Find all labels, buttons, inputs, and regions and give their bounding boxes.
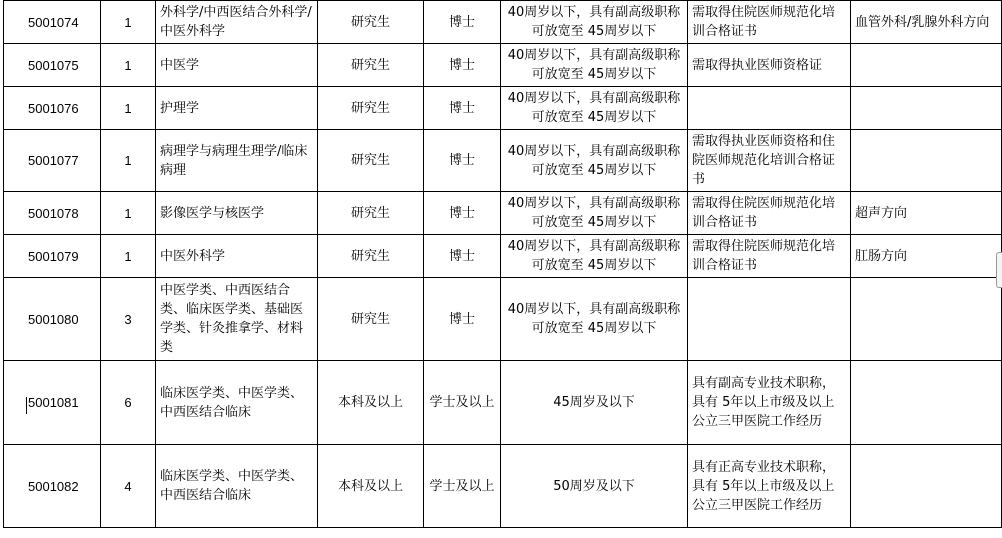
degree: 博士 xyxy=(424,1,501,44)
note xyxy=(851,44,1002,87)
other-requirement: 需取得执业医师资格证 xyxy=(688,44,851,87)
major: 中医学 xyxy=(156,44,318,87)
major: 临床医学类、中医学类、中西医结合临床 xyxy=(156,445,318,528)
note xyxy=(851,361,1002,445)
degree: 学士及以上 xyxy=(424,445,501,528)
age-requirement: 40周岁以下，具有副高级职称可放宽至 45周岁以下 xyxy=(501,44,688,87)
other-requirement: 具有副高专业技术职称，具有 5年以上市级及以上公立三甲医院工作经历 xyxy=(688,361,851,445)
headcount: 3 xyxy=(101,278,156,361)
position-code[interactable]: 5001081 xyxy=(4,361,101,445)
position-code: 5001076 xyxy=(4,87,101,130)
headcount: 1 xyxy=(101,130,156,192)
major: 影像医学与核医学 xyxy=(156,192,318,235)
headcount: 1 xyxy=(101,44,156,87)
position-code: 5001078 xyxy=(4,192,101,235)
table-row xyxy=(4,278,1002,361)
table-row xyxy=(4,130,1002,192)
note: 血管外科/乳腺外科方向 xyxy=(851,1,1002,44)
position-code: 5001079 xyxy=(4,235,101,278)
note xyxy=(851,87,1002,130)
table-row xyxy=(4,235,1002,278)
headcount: 1 xyxy=(101,1,156,44)
major: 中医学类、中西医结合类、临床医学类、基础医学类、针灸推拿学、材料类 xyxy=(156,278,318,361)
degree: 博士 xyxy=(424,235,501,278)
age-requirement: 40周岁以下，具有副高级职称可放宽至 45周岁以下 xyxy=(501,235,688,278)
other-requirement: 需取得住院医师规范化培训合格证书 xyxy=(688,1,851,44)
headcount: 4 xyxy=(101,445,156,528)
other-requirement: 具有正高专业技术职称，具有 5年以上市级及以上公立三甲医院工作经历 xyxy=(688,445,851,528)
headcount: 1 xyxy=(101,87,156,130)
side-scroll-handle[interactable] xyxy=(996,252,1002,288)
table-row xyxy=(4,192,1002,235)
headcount: 1 xyxy=(101,235,156,278)
degree: 博士 xyxy=(424,278,501,361)
degree: 博士 xyxy=(424,192,501,235)
education: 本科及以上 xyxy=(318,361,424,445)
education: 研究生 xyxy=(318,44,424,87)
education: 研究生 xyxy=(318,87,424,130)
age-requirement: 50周岁及以下 xyxy=(501,445,688,528)
table-row xyxy=(4,1,1002,44)
degree: 学士及以上 xyxy=(424,361,501,445)
major: 病理学与病理生理学/临床病理 xyxy=(156,130,318,192)
recruitment-table xyxy=(3,0,1002,528)
education: 研究生 xyxy=(318,278,424,361)
note xyxy=(851,130,1002,192)
major: 外科学/中西医结合外科学/中医外科学 xyxy=(156,1,318,44)
age-requirement: 40周岁以下，具有副高级职称可放宽至 45周岁以下 xyxy=(501,278,688,361)
note: 超声方向 xyxy=(851,192,1002,235)
age-requirement: 45周岁及以下 xyxy=(501,361,688,445)
degree: 博士 xyxy=(424,44,501,87)
other-requirement xyxy=(688,278,851,361)
other-requirement xyxy=(688,87,851,130)
education: 研究生 xyxy=(318,192,424,235)
table-row xyxy=(4,87,1002,130)
position-code: 5001074 xyxy=(4,1,101,44)
position-code: 5001080 xyxy=(4,278,101,361)
age-requirement: 40周岁以下，具有副高级职称可放宽至 45周岁以下 xyxy=(501,1,688,44)
headcount: 6 xyxy=(101,361,156,445)
headcount: 1 xyxy=(101,192,156,235)
degree: 博士 xyxy=(424,130,501,192)
education: 研究生 xyxy=(318,235,424,278)
age-requirement: 40周岁以下，具有副高级职称可放宽至 45周岁以下 xyxy=(501,192,688,235)
education: 研究生 xyxy=(318,1,424,44)
note xyxy=(851,445,1002,528)
position-code: 5001082 xyxy=(4,445,101,528)
education: 本科及以上 xyxy=(318,445,424,528)
major: 护理学 xyxy=(156,87,318,130)
other-requirement: 需取得住院医师规范化培训合格证书 xyxy=(688,235,851,278)
other-requirement: 需取得执业医师资格和住院医师规范化培训合格证书 xyxy=(688,130,851,192)
age-requirement: 40周岁以下，具有副高级职称可放宽至 45周岁以下 xyxy=(501,130,688,192)
education: 研究生 xyxy=(318,130,424,192)
age-requirement: 40周岁以下，具有副高级职称可放宽至 45周岁以下 xyxy=(501,87,688,130)
major: 临床医学类、中医学类、中西医结合临床 xyxy=(156,361,318,445)
table-row xyxy=(4,44,1002,87)
major: 中医外科学 xyxy=(156,235,318,278)
note xyxy=(851,278,1002,361)
note: 肛肠方向 xyxy=(851,235,1002,278)
other-requirement: 需取得住院医师规范化培训合格证书 xyxy=(688,192,851,235)
text-cursor xyxy=(26,397,27,414)
table-row xyxy=(4,361,1002,445)
position-code: 5001075 xyxy=(4,44,101,87)
degree: 博士 xyxy=(424,87,501,130)
position-code: 5001077 xyxy=(4,130,101,192)
table-row xyxy=(4,445,1002,528)
